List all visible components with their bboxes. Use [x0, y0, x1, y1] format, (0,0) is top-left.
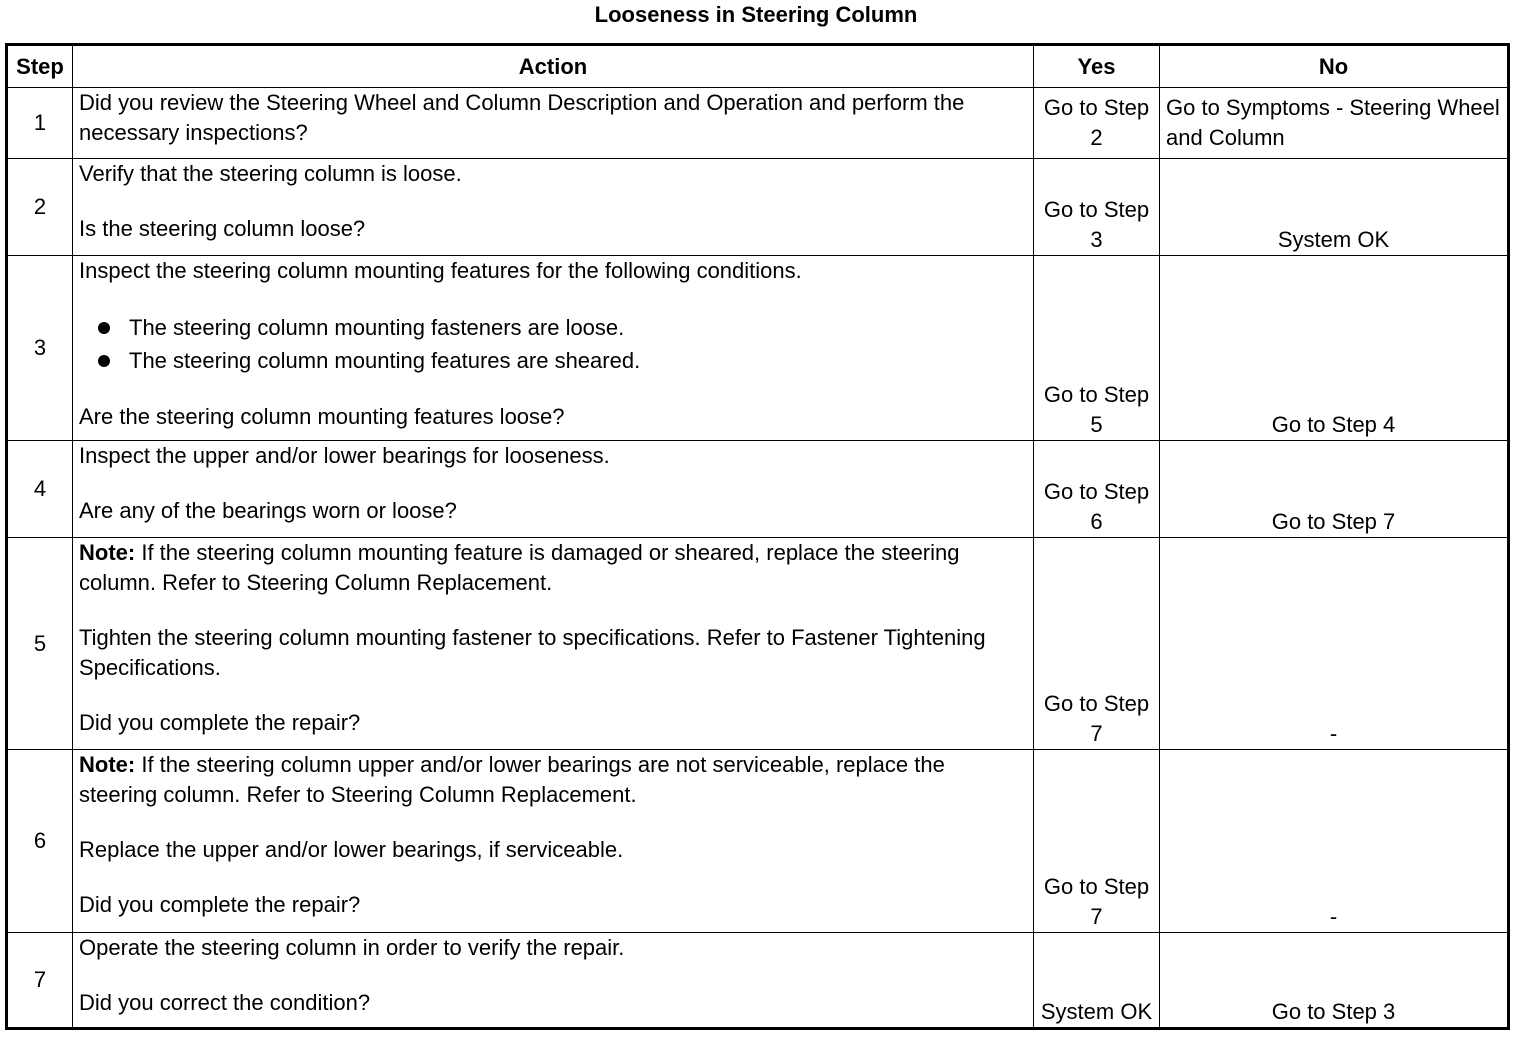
action-cell	[73, 750, 1034, 933]
step-number: 5	[7, 538, 73, 750]
action-question: Did you correct the condition?	[79, 990, 371, 1015]
no-cell: -	[1160, 538, 1509, 750]
action-intro: Did you review the Steering Wheel and Column Description and Operation and perform the necessary inspections?	[79, 90, 965, 145]
action-intro: Inspect the steering column mounting features for the following conditions.	[79, 258, 802, 283]
no-cell: Go to Step 7	[1160, 441, 1509, 538]
action-instruction: Tighten the steering column mounting fastener to specifications. Refer to Fastener Tightening Specifications.	[79, 625, 986, 680]
note-text: If the steering column upper and/or lower bearings are not serviceable, replace the steering column. Refer to Steering Column Replacement.	[79, 752, 945, 807]
step-number: 3	[7, 256, 73, 441]
yes-cell: Go to Step 5	[1034, 256, 1160, 441]
header-no: No	[1160, 45, 1509, 88]
step-number: 2	[7, 159, 73, 256]
header-action: Action	[73, 45, 1034, 88]
yes-cell: Go to Step 2	[1034, 88, 1160, 159]
action-intro: Operate the steering column in order to verify the repair.	[79, 935, 625, 960]
step-number: 6	[7, 750, 73, 933]
step-number: 7	[7, 933, 73, 1029]
table-row	[7, 441, 1509, 538]
yes-cell: Go to Step 6	[1034, 441, 1160, 538]
yes-cell: Go to Step 7	[1034, 538, 1160, 750]
action-question: Did you complete the repair?	[79, 710, 361, 735]
action-question: Are any of the bearings worn or loose?	[79, 498, 457, 523]
action-cell	[73, 256, 1034, 441]
action-question: Are the steering column mounting features loose?	[79, 404, 565, 429]
yes-cell: Go to Step 3	[1034, 159, 1160, 256]
yes-cell: System OK	[1034, 933, 1160, 1029]
note-label: Note:	[79, 752, 136, 777]
table-row	[7, 159, 1509, 256]
table-row	[7, 750, 1509, 933]
no-cell: Go to Step 4	[1160, 256, 1509, 441]
yes-cell: Go to Step 7	[1034, 750, 1160, 933]
table-row	[7, 538, 1509, 750]
no-cell: Go to Step 3	[1160, 933, 1509, 1029]
action-question: Is the steering column loose?	[79, 216, 366, 241]
table-header-row	[7, 45, 1509, 88]
list-item: The steering column mounting features are sheared.	[79, 344, 1027, 377]
header-step: Step	[7, 45, 73, 88]
note-text: If the steering column mounting feature is damaged or sheared, replace the steering column. Refer to Steering Column Replacement.	[79, 540, 960, 595]
table-row	[7, 88, 1509, 159]
step-number: 4	[7, 441, 73, 538]
condition-list	[79, 311, 1027, 377]
action-cell	[73, 538, 1034, 750]
no-cell: Go to Symptoms - Steering Wheel and Column	[1160, 88, 1509, 159]
action-cell	[73, 933, 1034, 1029]
action-question: Did you complete the repair?	[79, 892, 361, 917]
table-row	[7, 256, 1509, 441]
list-item: The steering column mounting fasteners are loose.	[79, 311, 1027, 344]
page-title: Looseness in Steering Column	[594, 2, 918, 27]
action-cell	[73, 159, 1034, 256]
diagnostic-table	[5, 43, 1510, 1030]
no-cell: System OK	[1160, 159, 1509, 256]
note-paragraph	[79, 538, 1027, 598]
action-intro: Verify that the steering column is loose.	[79, 161, 462, 186]
note-paragraph	[79, 750, 1027, 810]
table-row	[7, 933, 1509, 1029]
header-yes: Yes	[1034, 45, 1160, 88]
action-intro: Inspect the upper and/or lower bearings for looseness.	[79, 443, 610, 468]
action-cell	[73, 441, 1034, 538]
note-label: Note:	[79, 540, 136, 565]
no-cell: -	[1160, 750, 1509, 933]
action-cell	[73, 88, 1034, 159]
action-instruction: Replace the upper and/or lower bearings, if serviceable.	[79, 837, 624, 862]
step-number: 1	[7, 88, 73, 159]
